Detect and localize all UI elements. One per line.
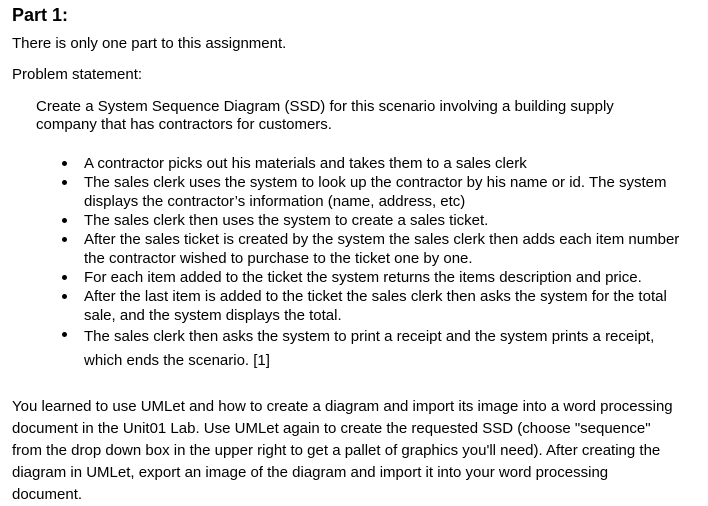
- scenario-step: After the last item is added to the ticket the sales clerk then asks the system for the total sale, and the system displays the total.: [60, 287, 680, 325]
- closing-instructions: You learned to use UMLet and how to create a diagram and import its image into a word processing document in the Unit01 Lab. Use UMLet again to create the requested SSD (choose "sequence" from the drop down box in the upper right to get a pallet of graphics you'll need). After creating the diagram in UMLet, export an image of the diagram and import it into your word processing document.: [12, 398, 673, 503]
- scenario-step: After the sales ticket is created by the system the sales clerk then adds each item number the contractor wished to purchase to the ticket one by one.: [60, 230, 680, 268]
- scenario-step: A contractor picks out his materials and takes them to a sales clerk: [60, 154, 680, 173]
- scenario-step: The sales clerk uses the system to look up the contractor by his name or id. The system displays the contractor’s information (name, address, etc): [60, 173, 680, 211]
- scenario-steps-list: [60, 154, 680, 373]
- scenario-step: The sales clerk then uses the system to create a sales ticket.: [60, 211, 680, 230]
- scenario-step: The sales clerk then asks the system to print a receipt and the system prints a receipt, which ends the scenario. [1]: [60, 325, 680, 373]
- problem-statement-label: Problem statement:: [12, 66, 143, 83]
- parts-note: There is only one part to this assignment.: [12, 35, 287, 52]
- scenario-step: For each item added to the ticket the system returns the items description and price.: [60, 268, 680, 287]
- section-heading: Part 1:: [12, 5, 69, 25]
- scenario-description: Create a System Sequence Diagram (SSD) for this scenario involving a building supply company that has contractors for customers.: [36, 98, 614, 133]
